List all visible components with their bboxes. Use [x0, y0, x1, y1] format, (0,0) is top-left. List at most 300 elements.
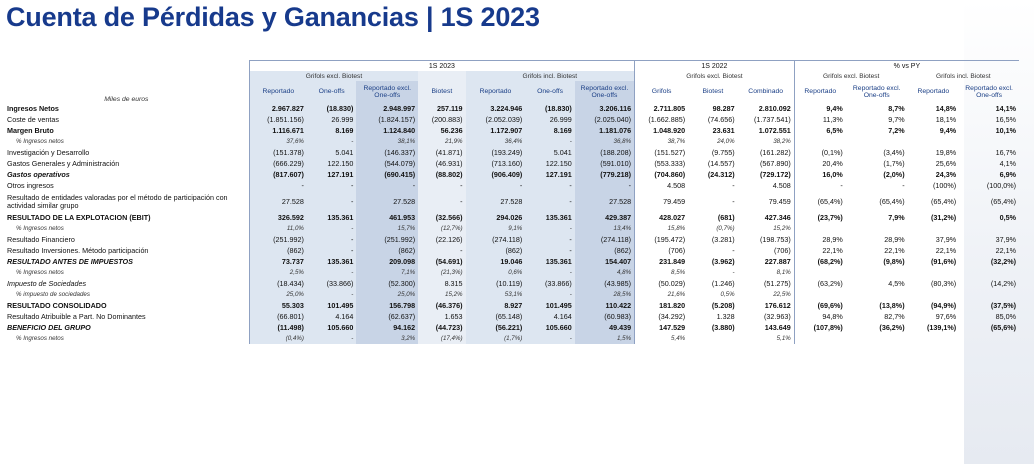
cell-value: 11,0%: [249, 223, 307, 234]
cell-value: (706): [773, 246, 791, 255]
cell-value: (161.282): [759, 148, 791, 157]
row-label: Coste de ventas: [7, 115, 59, 124]
cell-value: (817.607): [249, 169, 307, 180]
table-row: [4, 322, 1019, 333]
cell-value: (65,4%): [879, 197, 905, 206]
cell-value: (100%): [932, 181, 957, 190]
cell-value: (274.118): [575, 234, 635, 245]
cell-value: 122.150: [307, 158, 356, 169]
cell-value: -: [418, 245, 465, 256]
col-header: Combinado: [748, 88, 784, 96]
cell-value: (9.755): [711, 148, 735, 157]
cell-value: (43.985): [575, 278, 635, 289]
cell-value: (66.801): [249, 311, 307, 322]
header-row-columns: [4, 81, 1019, 103]
cell-value: (21,3%): [418, 267, 465, 278]
cell-value: 24,3%: [935, 170, 957, 179]
cell-value: (862): [466, 245, 526, 256]
cell-value: (862): [249, 245, 307, 256]
cell-value: (151.378): [249, 147, 307, 158]
header-grifols-excl-py: Grifols excl. Biotest: [635, 71, 795, 81]
table-row: [4, 223, 1019, 234]
cell-value: -: [525, 191, 574, 212]
cell-value: [794, 289, 846, 300]
cell-value: 16,0%: [794, 169, 846, 180]
cell-value: (1.662.885): [635, 114, 689, 125]
cell-value: (681): [717, 213, 735, 222]
cell-value: 0,5%: [999, 213, 1016, 222]
cell-value: 94.162: [356, 322, 418, 333]
cell-value: 37,9%: [995, 235, 1016, 244]
cell-value: (80,3%): [930, 279, 957, 288]
cell-value: (0,1%): [794, 147, 846, 158]
table-row: [4, 289, 1019, 300]
cell-value: (906.409): [466, 169, 526, 180]
cell-value: 1.653: [418, 311, 465, 322]
cell-value: 3.224.946: [466, 103, 526, 114]
cell-value: 27.528: [575, 191, 635, 212]
cell-value: 181.820: [635, 300, 689, 311]
cell-value: 16,5%: [995, 115, 1016, 124]
cell-value: 7,2%: [888, 126, 905, 135]
cell-value: (553.333): [635, 158, 689, 169]
cell-value: 85,0%: [995, 312, 1016, 321]
cell-value: 28,5%: [575, 289, 635, 300]
cell-value: [846, 223, 908, 234]
cell-value: 1,5%: [575, 333, 635, 344]
cell-value: (69,6%): [794, 300, 846, 311]
cell-value: 428.027: [635, 212, 689, 223]
cell-value: 5,1%: [776, 335, 791, 342]
cell-value: 13,4%: [575, 223, 635, 234]
cell-value: 49.439: [575, 322, 635, 333]
cell-value: 1.124.840: [356, 125, 418, 136]
cell-value: (1.824.157): [356, 114, 418, 125]
cell-value: (1.737.541): [754, 115, 791, 124]
cell-value: (193.249): [466, 147, 526, 158]
cell-value: 1.116.671: [249, 125, 307, 136]
cell-value: (151.527): [635, 147, 689, 158]
cell-value: (46.931): [418, 158, 465, 169]
cell-value: 101.495: [307, 300, 356, 311]
cell-value: 8.927: [466, 300, 526, 311]
cell-value: (1,7%): [883, 159, 905, 168]
table-row: [4, 114, 1019, 125]
cell-value: 15,2%: [773, 225, 791, 232]
cell-value: 27.528: [249, 191, 307, 212]
cell-value: 4.508: [635, 180, 689, 191]
row-label: Ingresos Netos: [7, 104, 59, 113]
cell-value: (0,4%): [249, 333, 307, 344]
cell-value: 3.206.116: [575, 103, 635, 114]
cell-value: 19.046: [466, 256, 526, 267]
cell-value: 4,1%: [999, 159, 1016, 168]
cell-value: 5,4%: [635, 333, 689, 344]
cell-value: -: [418, 180, 465, 191]
cell-value: 73.737: [249, 256, 307, 267]
cell-value: 5.041: [307, 147, 356, 158]
cell-value: [959, 136, 1019, 147]
cell-value: 56.236: [418, 125, 465, 136]
cell-value: -: [525, 245, 574, 256]
col-header: Reportado excl. One-offs: [965, 84, 1013, 99]
header-grifols-excl-vs: Grifols excl. Biotest: [794, 71, 907, 81]
cell-value: 1.048.920: [635, 125, 689, 136]
cell-value: (713.160): [466, 158, 526, 169]
col-header: Grifols: [635, 81, 689, 103]
table-row: [4, 158, 1019, 169]
cell-value: 37,9%: [935, 235, 957, 244]
header-grifols-incl-vs: Grifols incl. Biotest: [935, 72, 991, 80]
cell-value: (591.010): [575, 158, 635, 169]
cell-value: 8,7%: [888, 104, 905, 113]
page-title: Cuenta de Pérdidas y Ganancias | 1S 2023: [6, 2, 540, 32]
cell-value: -: [794, 180, 846, 191]
cell-value: -: [525, 289, 574, 300]
col-header: Biotest: [702, 88, 724, 96]
cell-value: 294.026: [466, 212, 526, 223]
col-header: One-offs: [307, 81, 356, 103]
table-row: [4, 278, 1019, 289]
cell-value: 6,5%: [794, 125, 846, 136]
cell-value: [846, 136, 908, 147]
cell-value: -: [525, 333, 574, 344]
cell-value: (12,7%): [418, 223, 465, 234]
cell-value: 135.361: [307, 256, 356, 267]
cell-value: 7,1%: [356, 267, 418, 278]
cell-value: [959, 289, 1019, 300]
cell-value: [794, 223, 846, 234]
cell-value: 8,5%: [635, 267, 689, 278]
row-label: Resultado Financiero: [7, 235, 75, 244]
cell-value: 0,5%: [720, 291, 735, 298]
cell-value: 326.592: [249, 212, 307, 223]
cell-value: 9,4%: [794, 103, 846, 114]
cell-value: (274.118): [466, 234, 526, 245]
cell-value: (65.148): [466, 311, 526, 322]
cell-value: 14,8%: [935, 104, 957, 113]
row-label: % Ingresos netos: [16, 335, 64, 342]
cell-value: [908, 136, 960, 147]
cell-value: 135.361: [525, 212, 574, 223]
cell-value: [959, 223, 1019, 234]
cell-value: 25,0%: [356, 289, 418, 300]
col-header: Reportado excl. One-offs: [852, 84, 901, 99]
cell-value: -: [307, 136, 356, 147]
cell-value: 4,5%: [888, 279, 905, 288]
table-row: [4, 212, 1019, 223]
table-row: [4, 125, 1019, 136]
cell-value: -: [525, 234, 574, 245]
cell-value: (1.246): [711, 279, 735, 288]
cell-value: 26.999: [525, 114, 574, 125]
cell-value: 1.181.076: [575, 125, 635, 136]
cell-value: 18,1%: [935, 115, 957, 124]
cell-value: 156.798: [356, 300, 418, 311]
cell-value: -: [307, 245, 356, 256]
cell-value: (88.802): [418, 169, 465, 180]
cell-value: 8.169: [525, 125, 574, 136]
cell-value: -: [525, 180, 574, 191]
header-row-groups: [4, 71, 1019, 81]
cell-value: -: [307, 180, 356, 191]
cell-value: 110.422: [575, 300, 635, 311]
cell-value: (100,0%): [986, 181, 1016, 190]
cell-value: 22,1%: [884, 246, 905, 255]
cell-value: 22,1%: [935, 246, 957, 255]
cell-value: (862): [575, 245, 635, 256]
table-row: [4, 300, 1019, 311]
cell-value: 22,5%: [773, 291, 791, 298]
cell-value: 461.953: [356, 212, 418, 223]
table-row: [4, 136, 1019, 147]
cell-value: (65,6%): [990, 323, 1016, 332]
col-header: One-offs: [525, 81, 574, 103]
cell-value: (3.281): [711, 235, 735, 244]
cell-value: 127.191: [525, 169, 574, 180]
cell-value: (10.119): [466, 278, 526, 289]
cell-value: 14,1%: [995, 104, 1016, 113]
cell-value: 154.407: [575, 256, 635, 267]
table-row: [4, 180, 1019, 191]
cell-value: (1,7%): [466, 333, 526, 344]
cell-value: 21,6%: [635, 289, 689, 300]
cell-value: -: [525, 267, 574, 278]
table-row: [4, 103, 1019, 114]
cell-value: [908, 267, 960, 278]
cell-value: [908, 289, 960, 300]
col-header: Reportado: [917, 88, 950, 96]
cell-value: (2,0%): [883, 170, 905, 179]
cell-value: 28,9%: [794, 234, 846, 245]
cell-value: 0,6%: [466, 267, 526, 278]
cell-value: 22,1%: [794, 245, 846, 256]
cell-value: 1.072.551: [758, 126, 791, 135]
cell-value: (251.992): [249, 234, 307, 245]
cell-value: 231.849: [635, 256, 689, 267]
cell-value: 3,2%: [356, 333, 418, 344]
cell-value: (31,2%): [930, 213, 957, 222]
cell-value: 101.495: [525, 300, 574, 311]
cell-value: 135.361: [307, 212, 356, 223]
cell-value: -: [732, 246, 735, 255]
cell-value: (198.753): [759, 235, 791, 244]
cell-value: (62.637): [356, 311, 418, 322]
header-period-2022: 1S 2022: [635, 61, 795, 72]
table-row: [4, 169, 1019, 180]
cell-value: (704.860): [635, 169, 689, 180]
cell-value: (18.434): [249, 278, 307, 289]
cell-value: (56.221): [466, 322, 526, 333]
cell-value: 16,7%: [995, 148, 1016, 157]
cell-value: 209.098: [356, 256, 418, 267]
cell-value: (2.052.039): [466, 114, 526, 125]
cell-value: 37,6%: [249, 136, 307, 147]
cell-value: 38,7%: [635, 136, 689, 147]
cell-value: (65,4%): [990, 197, 1016, 206]
cell-value: 97,6%: [935, 312, 957, 321]
cell-value: 8.169: [307, 125, 356, 136]
cell-value: (63,2%): [794, 278, 846, 289]
cell-value: (36,2%): [879, 323, 905, 332]
table-row: [4, 256, 1019, 267]
table-row: [4, 333, 1019, 344]
cell-value: (13,8%): [879, 301, 905, 310]
cell-value: [959, 267, 1019, 278]
cell-value: [908, 333, 960, 344]
cell-value: (34.292): [635, 311, 689, 322]
cell-value: (46.376): [418, 300, 465, 311]
cell-value: (5.208): [711, 301, 735, 310]
table-row: [4, 311, 1019, 322]
cell-value: (44.723): [418, 322, 465, 333]
cell-value: (18.830): [525, 103, 574, 114]
cell-value: 1.172.907: [466, 125, 526, 136]
cell-value: (9,8%): [883, 257, 905, 266]
cell-value: 19,8%: [935, 148, 957, 157]
cell-value: (23,7%): [794, 212, 846, 223]
cell-value: -: [732, 181, 735, 190]
cell-value: (11.498): [249, 322, 307, 333]
cell-value: 25,6%: [935, 159, 957, 168]
cell-value: 38,2%: [773, 138, 791, 145]
row-label: Resultado de entidades valoradas por el método de participación con actividad similar grupo: [7, 192, 228, 210]
income-statement-table: [4, 60, 1019, 344]
row-label: BENEFICIO DEL GRUPO: [7, 323, 91, 332]
cell-value: 36,8%: [575, 136, 635, 147]
row-label: Investigación y Desarrollo: [7, 148, 90, 157]
cell-value: [846, 289, 908, 300]
row-label: Margen Bruto: [7, 126, 54, 135]
cell-value: 28,9%: [884, 235, 905, 244]
header-vs-py: % vs PY: [794, 61, 1019, 72]
cell-value: 82,7%: [884, 312, 905, 321]
row-label: % impuesto de sociedades: [16, 291, 90, 298]
cell-value: (195.472): [635, 234, 689, 245]
cell-value: [908, 223, 960, 234]
table-row: [4, 147, 1019, 158]
col-header: Reportado excl. One-offs: [575, 81, 635, 103]
row-label: % Ingresos netos: [16, 269, 64, 276]
cell-value: -: [307, 234, 356, 245]
cell-value: -: [902, 181, 905, 190]
cell-value: 21,9%: [418, 136, 465, 147]
cell-value: (50.029): [635, 278, 689, 289]
cell-value: 25,0%: [249, 289, 307, 300]
cell-value: (14.557): [707, 159, 735, 168]
table-row: [4, 267, 1019, 278]
cell-value: (33.866): [525, 278, 574, 289]
cell-value: (2.025.040): [575, 114, 635, 125]
cell-value: -: [525, 136, 574, 147]
cell-value: [794, 267, 846, 278]
cell-value: 257.119: [418, 103, 465, 114]
cell-value: (862): [356, 245, 418, 256]
cell-value: 143.649: [764, 323, 791, 332]
col-header: Reportado: [794, 81, 846, 103]
cell-value: (1.851.156): [249, 114, 307, 125]
cell-value: (544.079): [356, 158, 418, 169]
cell-value: 15,7%: [356, 223, 418, 234]
cell-value: 94,8%: [794, 311, 846, 322]
cell-value: (706): [635, 245, 689, 256]
cell-value: (51.275): [763, 279, 791, 288]
cell-value: 2.711.805: [635, 103, 689, 114]
cell-value: (24.312): [707, 170, 735, 179]
cell-value: 2.810.092: [758, 104, 791, 113]
row-label: % Ingresos netos: [16, 138, 64, 145]
cell-value: -: [525, 223, 574, 234]
cell-value: 227.887: [764, 257, 791, 266]
cell-value: [688, 333, 737, 344]
cell-value: (146.337): [356, 147, 418, 158]
cell-value: (251.992): [356, 234, 418, 245]
col-header: Reportado: [249, 81, 307, 103]
cell-value: -: [418, 191, 465, 212]
cell-value: (37,5%): [990, 301, 1016, 310]
cell-value: 1.328: [716, 312, 735, 321]
cell-value: 429.387: [575, 212, 635, 223]
row-label: Impuesto de Sociedades: [7, 279, 87, 288]
cell-value: 2,5%: [249, 267, 307, 278]
cell-value: (666.229): [249, 158, 307, 169]
row-label: Gastos operativos: [7, 170, 70, 179]
cell-value: (91,6%): [930, 257, 957, 266]
row-label: Gastos Generales y Administración: [7, 159, 120, 168]
col-header: Biotest: [418, 81, 465, 103]
cell-value: (41.871): [418, 147, 465, 158]
cell-value: [959, 333, 1019, 344]
cell-value: (3,4%): [883, 148, 905, 157]
cell-value: 79.459: [635, 191, 689, 212]
cell-value: -: [307, 333, 356, 344]
units-label: Miles de euros: [104, 95, 149, 103]
cell-value: (0,7%): [716, 225, 735, 232]
cell-value: 105.660: [525, 322, 574, 333]
cell-value: (68,2%): [794, 256, 846, 267]
cell-value: 15,2%: [418, 289, 465, 300]
cell-value: (32.566): [418, 212, 465, 223]
cell-value: 24,0%: [717, 138, 735, 145]
row-label: RESULTADO ANTES DE IMPUESTOS: [7, 257, 133, 266]
cell-value: (94,9%): [930, 301, 957, 310]
cell-value: (188.208): [575, 147, 635, 158]
header-grifols-incl: Grifols incl. Biotest: [466, 71, 635, 81]
cell-value: -: [356, 180, 418, 191]
cell-value: 8.315: [418, 278, 465, 289]
cell-value: 6,9%: [999, 170, 1016, 179]
cell-value: -: [307, 191, 356, 212]
cell-value: 36,4%: [466, 136, 526, 147]
cell-value: (567.890): [759, 159, 791, 168]
cell-value: (52.300): [356, 278, 418, 289]
header-period-2023: 1S 2023: [249, 61, 634, 72]
cell-value: 55.303: [249, 300, 307, 311]
row-label: Resultado Inversiones. Método participación: [7, 246, 149, 255]
cell-value: (3.962): [711, 257, 735, 266]
cell-value: (690.415): [356, 169, 418, 180]
cell-value: 2.967.827: [249, 103, 307, 114]
cell-value: [846, 333, 908, 344]
cell-value: (200.883): [418, 114, 465, 125]
col-header: Reportado: [466, 81, 526, 103]
cell-value: (60.983): [575, 311, 635, 322]
cell-value: [794, 136, 846, 147]
cell-value: [846, 267, 908, 278]
cell-value: 105.660: [307, 322, 356, 333]
cell-value: 27.528: [356, 191, 418, 212]
cell-value: 4,8%: [575, 267, 635, 278]
